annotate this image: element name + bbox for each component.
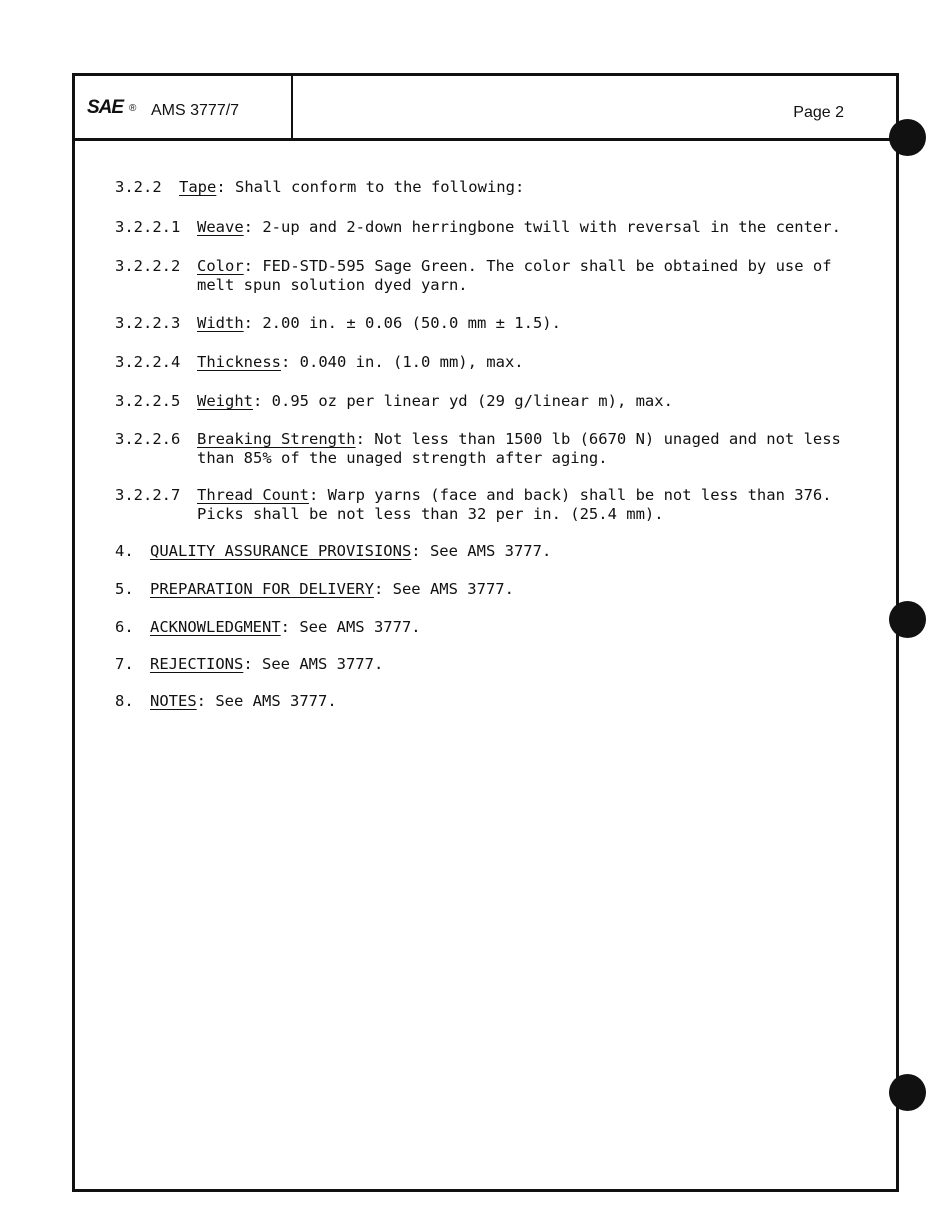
- section-number: 7.: [115, 655, 134, 673]
- section-title: PREPARATION FOR DELIVERY: [150, 580, 374, 598]
- section-text-continued: than 85% of the unaged strength after aging.: [197, 449, 608, 467]
- section-text: : See AMS 3777.: [243, 655, 384, 673]
- registered-mark: ®: [129, 103, 137, 114]
- page-number: Page 2: [793, 104, 844, 121]
- section-4: [115, 542, 551, 561]
- section-title: NOTES: [150, 692, 197, 710]
- paragraph-3-2-2-5: [115, 392, 673, 411]
- section-text: : See AMS 3777.: [280, 618, 421, 636]
- section-text: : Not less than 1500 lb (6670 N) unaged and not less: [355, 430, 841, 448]
- section-title: Color: [197, 257, 244, 275]
- sae-logo: SAE: [87, 97, 124, 118]
- section-text: : 0.95 oz per linear yd (29 g/linear m), max.: [253, 392, 673, 410]
- paragraph-3-2-2-2: [115, 257, 832, 294]
- section-5: [115, 580, 514, 599]
- section-title: QUALITY ASSURANCE PROVISIONS: [150, 542, 412, 560]
- section-title: Thickness: [197, 353, 281, 371]
- section-title: Breaking Strength: [197, 430, 356, 448]
- punch-hole-bottom: [889, 1074, 926, 1111]
- section-text: : 2-up and 2-down herringbone twill with reversal in the center.: [243, 218, 841, 236]
- section-text: : 0.040 in. (1.0 mm), max.: [281, 353, 524, 371]
- section-number: 3.2.2: [115, 178, 162, 196]
- paragraph-3-2-2: [115, 178, 524, 197]
- paragraph-3-2-2-1: [115, 218, 841, 237]
- section-text: : See AMS 3777.: [411, 542, 552, 560]
- punch-hole-middle: [889, 601, 926, 638]
- section-text-continued: melt spun solution dyed yarn.: [197, 276, 468, 294]
- section-number: 3.2.2.6: [115, 430, 181, 448]
- section-7: [115, 655, 383, 674]
- section-text: : 2.00 in. ± 0.06 (50.0 mm ± 1.5).: [243, 314, 561, 332]
- section-8: [115, 692, 337, 711]
- punch-hole-top: [889, 119, 926, 156]
- section-title: Weave: [197, 218, 244, 236]
- section-number: 4.: [115, 542, 134, 560]
- section-text: : Shall conform to the following:: [216, 178, 525, 196]
- section-text: : Warp yarns (face and back) shall be not less than 376.: [308, 486, 832, 504]
- paragraph-3-2-2-3: [115, 314, 561, 333]
- section-number: 3.2.2.7: [115, 486, 181, 504]
- paragraph-3-2-2-7: [115, 486, 832, 523]
- page-header: [75, 76, 896, 141]
- section-6: [115, 618, 421, 637]
- section-title: Tape: [179, 178, 217, 196]
- section-text: : See AMS 3777.: [196, 692, 337, 710]
- section-number: 8.: [115, 692, 134, 710]
- section-number: 3.2.2.2: [115, 257, 181, 275]
- section-title: ACKNOWLEDGMENT: [150, 618, 281, 636]
- section-text-continued: Picks shall be not less than 32 per in. (25.4 mm).: [197, 505, 664, 523]
- document-number: AMS 3777/7: [151, 102, 240, 119]
- section-title: Weight: [197, 392, 253, 410]
- section-title: Thread Count: [197, 486, 309, 504]
- section-text: : See AMS 3777.: [373, 580, 514, 598]
- section-title: REJECTIONS: [150, 655, 244, 673]
- section-number: 3.2.2.3: [115, 314, 181, 332]
- section-title: Width: [197, 314, 244, 332]
- paragraph-3-2-2-4: [115, 353, 524, 372]
- section-number: 3.2.2.4: [115, 353, 181, 371]
- header-left-cell: [75, 76, 293, 138]
- paragraph-3-2-2-6: [115, 430, 841, 467]
- section-number: 6.: [115, 618, 134, 636]
- section-number: 3.2.2.1: [115, 218, 181, 236]
- section-number: 3.2.2.5: [115, 392, 181, 410]
- section-number: 5.: [115, 580, 134, 598]
- section-text: : FED-STD-595 Sage Green. The color shall be obtained by use of: [243, 257, 832, 275]
